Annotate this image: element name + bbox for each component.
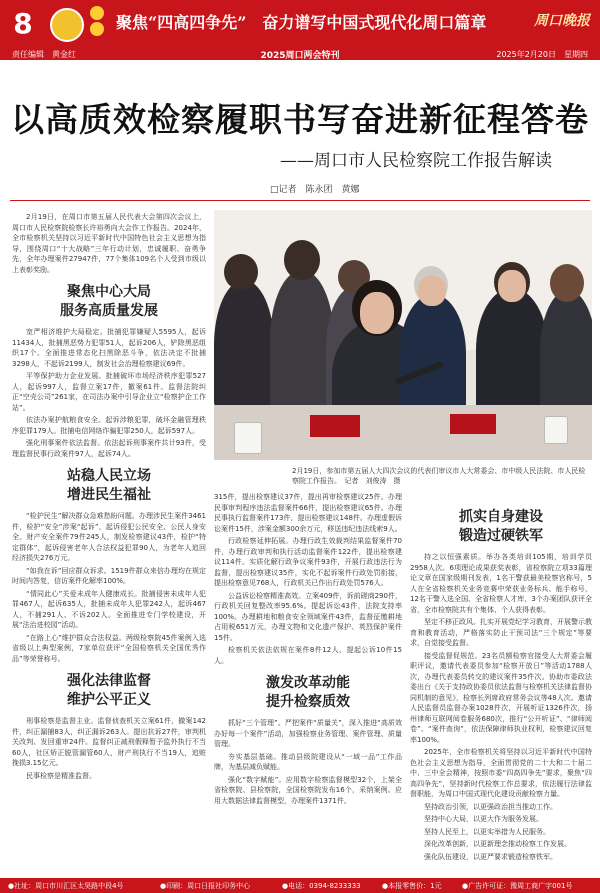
teacup-icon: [234, 422, 262, 454]
photo-person: [400, 294, 466, 414]
editor-credit: 责任编辑 黄金红: [12, 50, 76, 59]
body-paragraph: “在路上心”维护群众合法权益。两级检察院45件案例入选省级以上典型案例，7家单位获评“全国检察机关全国优秀作品”等荣誉称号。: [12, 633, 206, 663]
body-paragraph: 刑事检察是监督主业。监督侦查机关立案61件，撤案142件，纠正漏捕83人，纠正漏诉263人。提出抗诉27件，审判机关改判、发回重审24件。监督纠正减刑假释暂予监外执行不当60人，社区矫正脱管漏管60人，财产刑执行不当19人，追赃挽损3.15亿元。: [12, 717, 206, 767]
body-paragraph: “如我在诉”回应群众诉求。1519件群众来信办理均在规定时间内答复，信访案件化解率100%。: [12, 566, 206, 585]
section-title-1: 聚焦中心大局 服务高质量发展: [60, 284, 158, 319]
body-paragraph: 315件，提出检察建议37件，提出再审检察建议25件。办理民事审判程序违法监督案件66件，提出检察建议65件。办理民事执行监督案件173件，提出检察建议148件。办理虚假诉讼案件15件，涉案金额300余万元，移送违纪违法线索9人。: [214, 493, 402, 533]
section-title-3: 强化法律监督 维护公平正义: [67, 673, 151, 708]
middle-column: [214, 492, 402, 874]
section-title-4: 激发改革动能 提升检察质效: [266, 675, 350, 710]
newspaper-brand-logo: 周口晚报: [534, 13, 590, 29]
body-paragraph: 坚定不移正政风。扎实开展党纪学习教育，开展警示教育和教育活动，严格落实防止干预司法“三个规定”等要求，自觉接受监督。: [410, 618, 592, 647]
section-title-2: 站稳人民立场 增进民生福祉: [67, 468, 151, 503]
lantern-icon: [86, 4, 108, 44]
teacup-icon: [544, 416, 568, 444]
header-divider: [10, 200, 590, 201]
body-paragraph: 行政检察延伸拓展。办理行政生效裁判结果监督案件70件，办理行政审判和执行活动监督案件122件，提出检察建议114件。实质化解行政争议案件93件，开展行政违法行为监督，提出检察建议35件，实化不起诉案件行政处罚衔接，提出检察意见768人，行政机关已作出行政处罚576人。: [214, 537, 402, 587]
right-column: [410, 492, 592, 874]
issue-date: 2025年2月20日 星期四: [496, 50, 588, 59]
footer-phone: ●电话：0394-8233333: [282, 882, 361, 890]
photo-person: [476, 288, 548, 412]
banner-slogan: 聚焦“四高四争先” 奋力谱写中国式现代化周口篇章: [116, 13, 487, 32]
body-paragraph: 宽严相济维护大局稳定。批捕犯罪嫌疑人5595人，起诉11434人，批捕黑恶势力犯罪51人，起诉206人，铲除黑恶组织17个。全面推进常态化扫黑除恶斗争，依法决定不批捕3298人，不起诉2199人，制发社会治理检察建议69件。: [12, 328, 206, 368]
photo-person-left: [214, 280, 274, 410]
body-paragraph: 夯实基层基础。推动县级院建设从“一域一品”工作品牌，为基层减负赋能。: [214, 752, 402, 771]
intro-paragraph: 2月19日，在周口市第五届人民代表大会第四次会议上，周口市人民检察院检察长许裕勇向大会作工作报告。2024年，全市检察机关坚持以习近平新时代中国特色社会主义思想为指导，围绕周口“十大战略”三年行动计划，忠诚履职、奋勇争先，全年办理案件27947件，77个集体109名个人受到市级以上表彰奖励。: [12, 213, 206, 274]
footer-address: ●社址：周口市川汇区太昊路中段4号: [8, 882, 124, 890]
body-paragraph: 民事检察是精准监督。: [26, 771, 96, 780]
footer-advert: ●广告许可证：豫周工商广字001号: [462, 882, 573, 890]
special-edition-label: 2025周口两会特刊: [260, 51, 340, 60]
body-paragraph: “情同此心”关爱未成年人健康成长。批捕侵害未成年人犯罪467人，起诉635人，批捕未成年人犯罪242人，起诉467人，不捕291人、不诉202人。全面推进专门学校建设，开展“法治进校园”活动。: [12, 589, 206, 629]
left-column: [12, 212, 206, 874]
page-footer: [0, 878, 600, 893]
body-paragraph: 坚持人民至上，以更实举措为人民服务。: [424, 827, 550, 836]
body-paragraph: 坚持政治引领，以更强政治担当推动工作。: [424, 802, 557, 811]
masthead-banner: [0, 0, 600, 60]
photo-caption: 2月19日，参加市第五届人大四次会议的代表们审议市人大常委会、市中级人民法院、市人民检察院工作报告。 记者 刘俊涛 摄: [292, 467, 586, 485]
footer-price: ●本报零售价：1元: [382, 882, 442, 890]
body-paragraph: 持之以恒强素质。举办各类培训105期，培训学员2958人次。6项理论成果获奖表彰，省检察院立项33篇理论文章在国家级期刊发表，1名干警获最美检察官称号，5人在全省检察机关业务竞赛中荣获业务标兵、能手称号，12名干警入选全国、全省检察人才库，3个办案团队获评全省，全市检察院共有个集体、个人获得表彰。: [410, 553, 592, 614]
body-paragraph: 强化刑事案件依法监督。依法起诉刑事案件共计93件，受理监督民事行政案件97人，起诉74人。: [12, 439, 206, 458]
footer-print: ●印刷：周口日报社印务中心: [160, 882, 251, 890]
article-headline: 以高质效检察履职书写奋进新征程答卷: [11, 100, 589, 139]
body-paragraph: 强化“数字赋能”。应用数字检察监督模型32个，上架全省检察院、县检察院，全国检察院发布16个，采纳案例。应用大数据法律监督模型，办理案件1371件。: [214, 775, 402, 805]
body-paragraph: 接受监督促规范。23名员额检察官接受人大常委会履职评议，邀请代表委员参加“检察开放日”等活动1788人次，办理代表委员转交的建议案件35件次。协助市委政法委出台《关于支持政协委员依法监督与检察机关法律监督协同机制的意见》，检察长列席政府常务会议等48人次。邀请人民监督员监督办案1028件次，开展听证1326件次，扬州律师互联网阅卷服务680次，推行“公开听证”、“律师阅卷”、“案件查询”，依法保障律师执业权利，检察建议回复率100%。: [410, 651, 592, 744]
article-byline: □记者 陈永团 黄娜: [270, 185, 360, 195]
photo-table: [214, 405, 592, 460]
body-paragraph: 坚持中心大局，以更大作为服务发展。: [424, 815, 543, 823]
name-placard: [450, 414, 496, 434]
name-placard: [310, 415, 360, 437]
body-paragraph: “检护民生”解决群众急难愁盼问题。办理涉民生案件3461件，检护“安全”涉案“起诉”，起诉侵犯公民安全、公民人身安全、财产安全案件79件245人，制发检察建议43件，检护“特定群体”，起诉侵害老年人合法权益犯罪90人，为老年人追回经济损失276万元。: [12, 512, 206, 562]
body-paragraph: 公益诉讼检察精准高效。立案409件，诉前磋商290件，行政机关回复整改率95.6%。提起诉讼43件，法院支持率100%。办理耕地和粮食安全领域案件43件，监督征缴耕地占用税651万元，办理文物和文化遗产保护、英烈保护案件15件。: [214, 591, 402, 642]
photo-person: [540, 290, 592, 414]
news-photo: [214, 210, 592, 460]
body-paragraph: 检察机关依法依规在案件8件12人，提起公诉10件15人。: [214, 646, 402, 665]
national-emblem-icon: [50, 8, 84, 42]
masthead-info-strip: [0, 46, 600, 60]
body-paragraph: 平等保护助力企业发展。批捕破坏市场经济秩序犯罪527人，起诉997人，监督立案17件，撤案61件。监督法院纠正“空壳公司”261家，在司法办案中引导企业立“检察护企工作站”。: [12, 372, 206, 412]
body-paragraph: 深化改革创新，以更新理念推动检察工作发展。: [424, 840, 571, 848]
body-paragraph: 依法办案护航粮食安全。起诉涉粮犯罪，破坏金融管理秩序犯罪179人。批捕电信网络诈骗犯罪250人，起诉597人。: [12, 416, 206, 435]
article-subhead: ——周口市人民检察院工作报告解读: [280, 151, 552, 171]
photo-person: [270, 270, 334, 410]
page-number: 8: [13, 7, 33, 40]
body-paragraph: 强化队伍建设，以更严要求锻造检察铁军。: [424, 852, 557, 861]
section-title-5: 抓实自身建设 锻造过硬铁军: [459, 509, 543, 544]
body-paragraph: 2025年，全市检察机关将坚持以习近平新时代中国特色社会主义思想为指导，全面贯彻党的二十大和二十届二中、三中全会精神，按照市委“四高四争先”要求，聚焦“四高四争先”，坚持新时代检察工作总要求，依法履行法律监督职能，为周口中国式现代化建设贡献检察力量。: [410, 748, 592, 798]
body-paragraph: 抓好“三个管理”。严把案件“质量关”，深入推进“高质效办好每一个案件”活动，加强检察业务管理、案件管理、质量管理。: [214, 719, 402, 748]
